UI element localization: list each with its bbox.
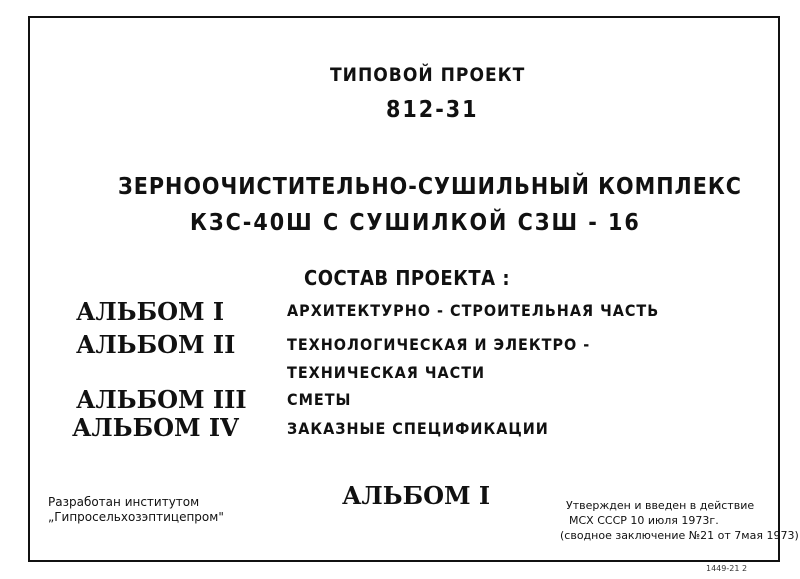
album-1-label: АЛЬБОМ I xyxy=(76,297,225,326)
album-2-description-line-1: ТЕХНОЛОГИЧЕСКАЯ И ЭЛЕКТРО - xyxy=(287,335,591,354)
archive-stamp-number: 1449-21 2 xyxy=(706,564,748,573)
album-3-label: АЛЬБОМ III xyxy=(76,385,247,414)
developer-line-2: „Гипросельхозэптицепром" xyxy=(48,510,224,524)
developer-line-1: Разработан институтом xyxy=(48,495,200,509)
project-name-line-2: КЗС-40Ш С СУШИЛКОЙ СЗШ - 16 xyxy=(190,210,641,236)
album-3-description: СМЕТЫ xyxy=(287,390,352,409)
album-2-description-line-2: ТЕХНИЧЕСКАЯ ЧАСТИ xyxy=(287,363,486,382)
approval-line-3: (сводное заключение №21 от 7мая 1973) xyxy=(560,529,799,542)
approval-line-1: Утвержден и введен в действие xyxy=(566,499,755,512)
current-album-label: АЛЬБОМ I xyxy=(342,481,491,510)
album-1-description: АРХИТЕКТУРНО - СТРОИТЕЛЬНАЯ ЧАСТЬ xyxy=(287,301,660,320)
album-2-label: АЛЬБОМ II xyxy=(76,330,236,359)
approval-line-2: МСХ СССР 10 июля 1973г. xyxy=(569,514,719,527)
album-4-description: ЗАКАЗНЫЕ СПЕЦИФИКАЦИИ xyxy=(287,419,549,438)
project-type-heading: ТИПОВОЙ ПРОЕКТ xyxy=(330,64,526,86)
project-number: 812-31 xyxy=(386,97,479,123)
album-4-label: АЛЬБОМ IV xyxy=(72,413,239,442)
project-name-line-1: ЗЕРНООЧИСТИТЕЛЬНО-СУШИЛЬНЫЙ КОМПЛЕКС xyxy=(118,174,742,200)
contents-heading: СОСТАВ ПРОЕКТА : xyxy=(304,266,511,290)
